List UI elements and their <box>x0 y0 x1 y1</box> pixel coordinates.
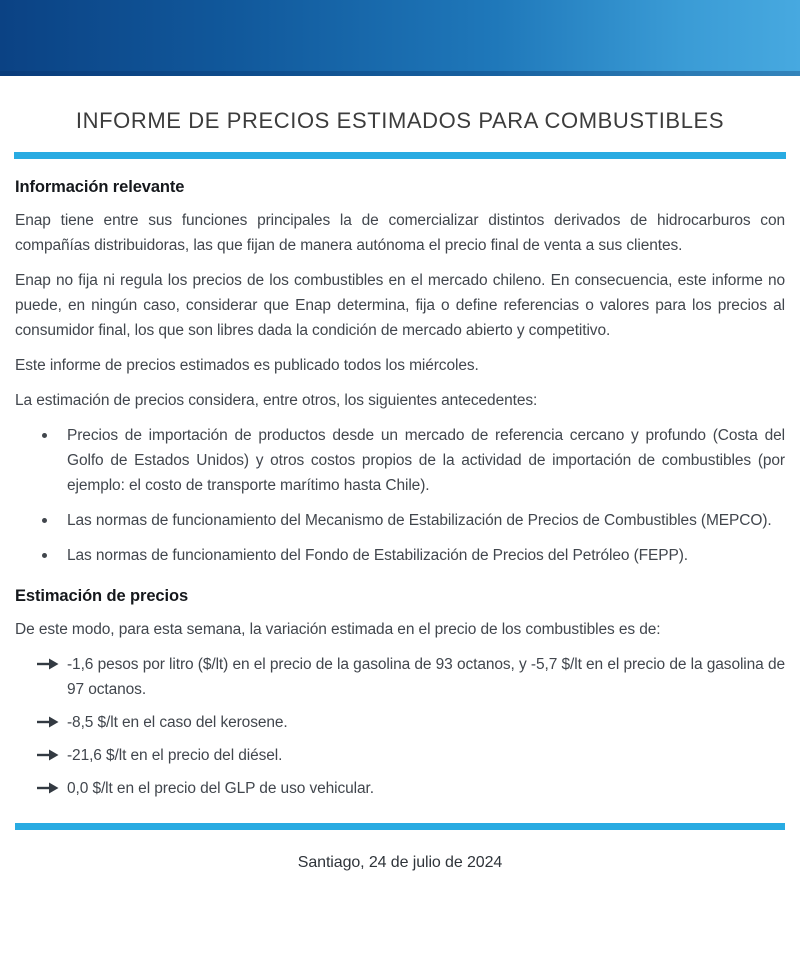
bullet-dot-icon <box>42 543 67 568</box>
divider-top <box>14 152 786 159</box>
list-item-text: -1,6 pesos por litro ($/lt) en el precio de la gasolina de 93 octanos, y -5,7 $/lt en el precio de la gasolina de 97 octanos. <box>67 656 785 698</box>
paragraph-antecedentes-intro: La estimación de precios considera, entre otros, los siguientes antecedentes: <box>15 392 538 409</box>
list-item <box>15 652 785 702</box>
list-item-text: 0,0 $/lt en el precio del GLP de uso vehicular. <box>67 780 374 797</box>
list-item <box>15 710 785 735</box>
right-arrow-icon <box>37 776 67 801</box>
divider-bottom <box>15 823 785 830</box>
right-arrow-icon <box>37 652 67 702</box>
list-item-text: Precios de importación de productos desde un mercado de referencia cercano y profundo (Costa del Golfo de Estados Unidos) y otros costos propios de la actividad de importación de combustibles (por ejemplo: el costo de transporte marítimo hasta Chile). <box>67 427 785 494</box>
paragraph-publicacion-miercoles: Este informe de precios estimados es publicado todos los miércoles. <box>15 357 479 374</box>
list-item <box>15 508 785 533</box>
list-item-text: -8,5 $/lt en el caso del kerosene. <box>67 714 288 731</box>
brand-gradient-band <box>0 0 800 76</box>
bullet-dot-icon <box>42 423 67 498</box>
section-heading-informacion-relevante: Información relevante <box>15 178 185 196</box>
footer-date: Santiago, 24 de julio de 2024 <box>297 854 503 871</box>
paragraph-variacion-intro: De este modo, para esta semana, la variación estimada en el precio de los combustibles es de: <box>15 621 661 638</box>
right-arrow-icon <box>37 710 67 735</box>
list-item-text: -21,6 $/lt en el precio del diésel. <box>67 747 283 764</box>
right-arrow-icon <box>37 743 67 768</box>
list-item <box>15 423 785 498</box>
section-heading-estimacion-precios: Estimación de precios <box>15 587 189 605</box>
document-body <box>0 177 800 801</box>
page-title: INFORME DE PRECIOS ESTIMADOS PARA COMBUSTIBLES <box>75 108 725 133</box>
list-item <box>15 543 785 568</box>
paragraph-enap-funciones: Enap tiene entre sus funciones principales la de comercializar distintos derivados de hidrocarburos con compañías distribuidoras, las que fijan de manera autónoma el precio final de venta a sus clientes. <box>15 212 785 254</box>
antecedentes-list <box>15 423 785 568</box>
list-item <box>15 743 785 768</box>
variaciones-list <box>15 652 785 801</box>
paragraph-enap-no-fija: Enap no fija ni regula los precios de los combustibles en el mercado chileno. En consecuencia, este informe no puede, en ningún caso, considerar que Enap determina, fija o define referencias o valores para los precios al consumidor final, los que son libres dada la condición de mercado abierto y competitivo. <box>15 272 785 339</box>
bullet-dot-icon <box>42 508 67 533</box>
list-item <box>15 776 785 801</box>
list-item-text: Las normas de funcionamiento del Mecanismo de Estabilización de Precios de Combustibles (MEPCO). <box>67 512 772 529</box>
list-item-text: Las normas de funcionamiento del Fondo de Estabilización de Precios del Petróleo (FEPP). <box>67 547 689 564</box>
